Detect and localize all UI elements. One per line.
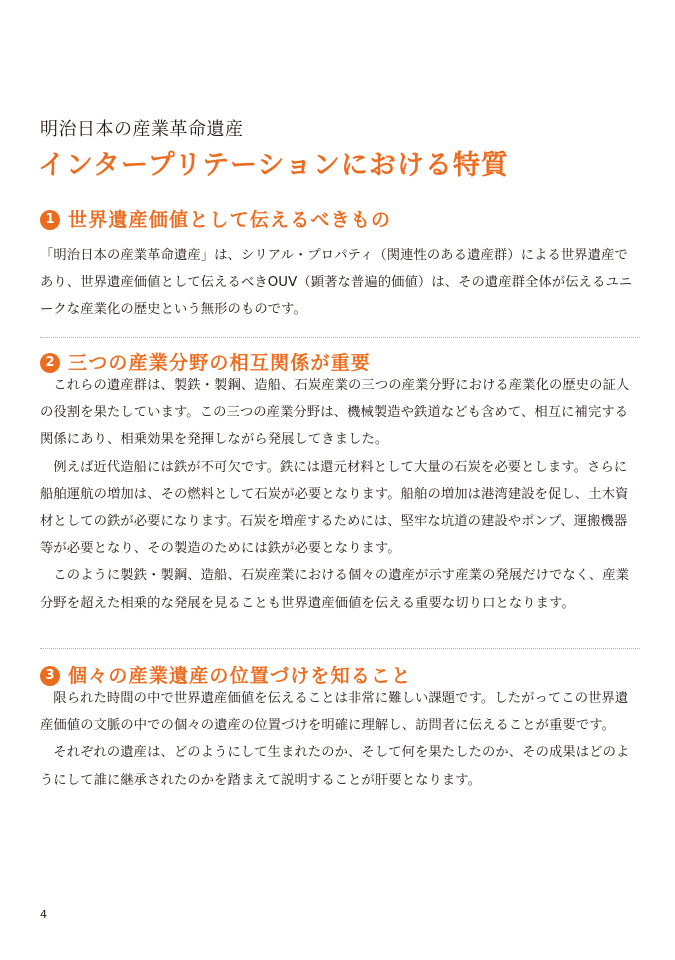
section-1-heading-text: 世界遺産価値として伝えるべきもの: [68, 209, 392, 231]
page-number: 4: [40, 908, 47, 921]
section-divider-2: [40, 648, 640, 649]
section-3-paragraph-1: 限られた時間の中で世界遺産価値を伝えることは非常に難しい課題です。したがってこの世界遺産価値の文脈の中での個々の遺産の位置づけを明確に理解し、訪問者に伝えることが重要です。: [40, 691, 629, 734]
section-2-heading-text: 三つの産業分野の相互関係が重要: [68, 352, 372, 374]
section-2-paragraph-1: これらの遺産群は、製鉄・製鋼、造船、石炭産業の三つの産業分野における産業化の歴史の証人の役割を果たしています。この三つの産業分野は、機械製造や鉄道なども含めて、相互に補完する関係にあり、相乗効果を発揮しながら発展してきました。: [40, 378, 630, 448]
section-1-paragraph-1: 「明治日本の産業革命遺産」は、シリアル・プロパティ（関連性のある遺産群）による世界遺産であり、世界遺産価値として伝えるべきOUV（顕著な普遍的価値）は、その遺産群全体が伝えるユニークな産業化の歴史という無形のものです。: [40, 248, 633, 318]
section-divider-1: [40, 337, 640, 338]
section-2-paragraph-2: 例えば近代造船には鉄が不可欠です。鉄には還元材料として大量の石炭を必要とします。さらに船舶運航の増加は、その燃料として石炭が必要となります。船舶の増加は港湾建設を促し、土木資材としての鉄が必要になります。石炭を増産するためには、堅牢な坑道の建設やポンプ、運搬機器等が必要となり、その製造のためには鉄が必要となります。: [40, 459, 629, 557]
section-2-body: [40, 372, 640, 617]
section-3-heading-text: 個々の産業遺産の位置づけを知ること: [68, 665, 412, 687]
section-3-body: [40, 685, 640, 794]
document-title: インタープリテーションにおける特質: [38, 150, 509, 181]
section-3-number-badge: 3: [40, 666, 60, 686]
section-3-paragraph-2: それぞれの遺産は、どのようにして生まれたのか、そして何を果たしたのか、その成果はどのようにして誰に継承されたのかを踏まえて説明することが肝要となります。: [40, 745, 630, 788]
section-1-number-badge: 1: [40, 210, 60, 230]
section-1-heading: [40, 208, 391, 232]
section-2-number-badge: 2: [40, 353, 60, 373]
section-1-body: [40, 242, 640, 324]
section-2-paragraph-3: このように製鉄・製鋼、造船、石炭産業における個々の遺産が示す産業の発展だけでなく、産業分野を超えた相乗的な発展を見ることも世界遺産価値を伝える重要な切り口となります。: [40, 568, 630, 611]
document-subtitle: 明治日本の産業革命遺産: [40, 119, 244, 140]
